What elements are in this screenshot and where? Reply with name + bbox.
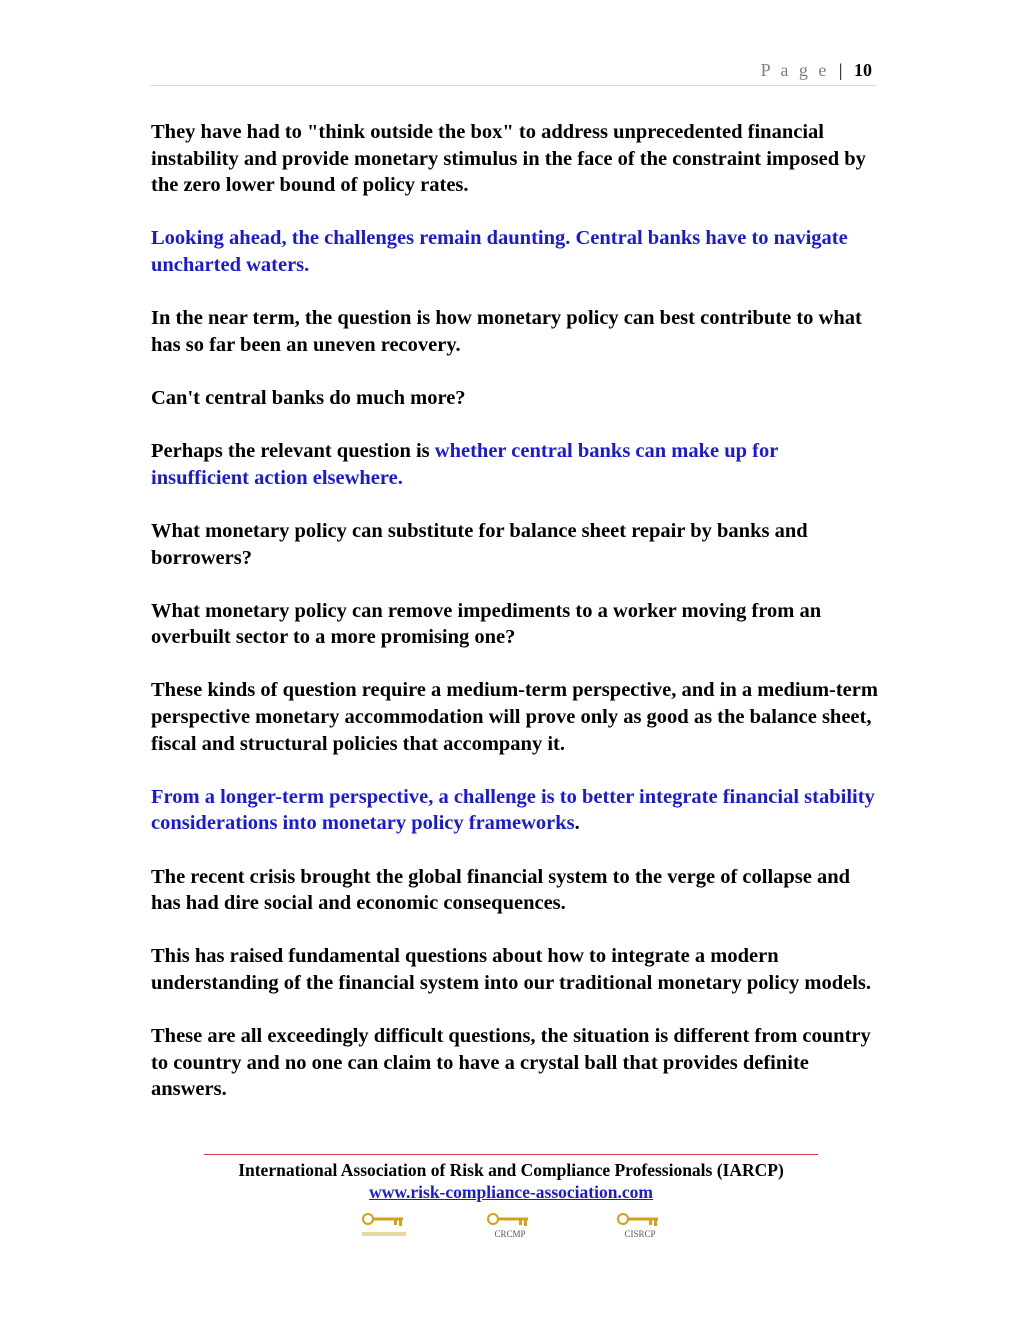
highlighted-text: From a longer-term perspective, a challenge is to better integrate financial stability considerations into monetary policy frameworks: [151, 785, 875, 835]
paragraph-text: These are all exceedingly difficult questions, the situation is different from country to country and no one can claim to have a crystal ball that provides definite answers.: [151, 1025, 871, 1101]
paragraph-text: They have had to "think outside the box" to address unprecedented financial instability and provide monetary stimulus in the face of the constraint imposed by the zero lower bound of policy rates.: [151, 121, 866, 197]
paragraph-text: In the near term, the question is how monetary policy can best contribute to what has so far been an uneven recovery.: [151, 307, 862, 356]
page-number: [761, 60, 872, 81]
footer-logos: [360, 1212, 680, 1242]
body-paragraph: [151, 225, 881, 278]
logo-caption: CRCMP: [494, 1229, 526, 1239]
footer-organization: International Association of Risk and Compliance Professionals (IARCP): [238, 1160, 784, 1180]
page-footer: [204, 1154, 818, 1203]
paragraph-text: The recent crisis brought the global financial system to the verge of collapse and has had dire social and economic consequences.: [151, 865, 851, 915]
highlighted-text: Looking ahead, the challenges remain daunting. Central banks have to navigate uncharted waters.: [151, 227, 848, 276]
body-paragraph: [151, 677, 881, 757]
body-paragraph: [151, 385, 881, 412]
body-paragraph: [151, 943, 881, 996]
page-header: [150, 58, 876, 86]
body-paragraph: [151, 438, 881, 491]
paragraph-text: What monetary policy can remove impediments to a worker moving from an overbuilt sector to a more promising one?: [151, 599, 822, 649]
page-separator: |: [838, 60, 843, 80]
paragraph-text: .: [574, 812, 580, 835]
body-paragraph: [151, 1023, 881, 1103]
key-logo-icon: [485, 1212, 535, 1240]
paragraph-text: What monetary policy can substitute for balance sheet repair by banks and borrowers?: [151, 519, 808, 569]
paragraph-text: Perhaps the relevant question is: [151, 440, 435, 463]
key-logo-icon: [360, 1212, 410, 1240]
document-body: [151, 119, 881, 1130]
body-paragraph: [151, 305, 881, 358]
body-paragraph: [151, 864, 881, 917]
body-paragraph: [151, 598, 881, 651]
body-paragraph: [151, 784, 881, 837]
paragraph-text: This has raised fundamental questions about how to integrate a modern understanding of the financial system into our traditional monetary policy models.: [151, 945, 871, 994]
key-logo-icon: [615, 1212, 665, 1240]
highlighted-text: whether central banks can make up for insufficient action elsewhere.: [151, 440, 778, 489]
page-label: P a g e: [760, 60, 830, 80]
paragraph-text: These kinds of question require a medium-term perspective, and in a medium-term perspective monetary accommodation will prove only as good as the balance sheet, fiscal and structural policies that accompany it.: [151, 679, 878, 755]
footer-website-link[interactable]: www.risk-compliance-association.com: [369, 1182, 653, 1202]
logo-caption: CISRCP: [624, 1229, 656, 1239]
paragraph-text: Can't central banks do much more?: [151, 386, 466, 409]
page-number-value: 10: [854, 60, 872, 80]
body-paragraph: [151, 119, 881, 199]
body-paragraph: [151, 518, 881, 571]
